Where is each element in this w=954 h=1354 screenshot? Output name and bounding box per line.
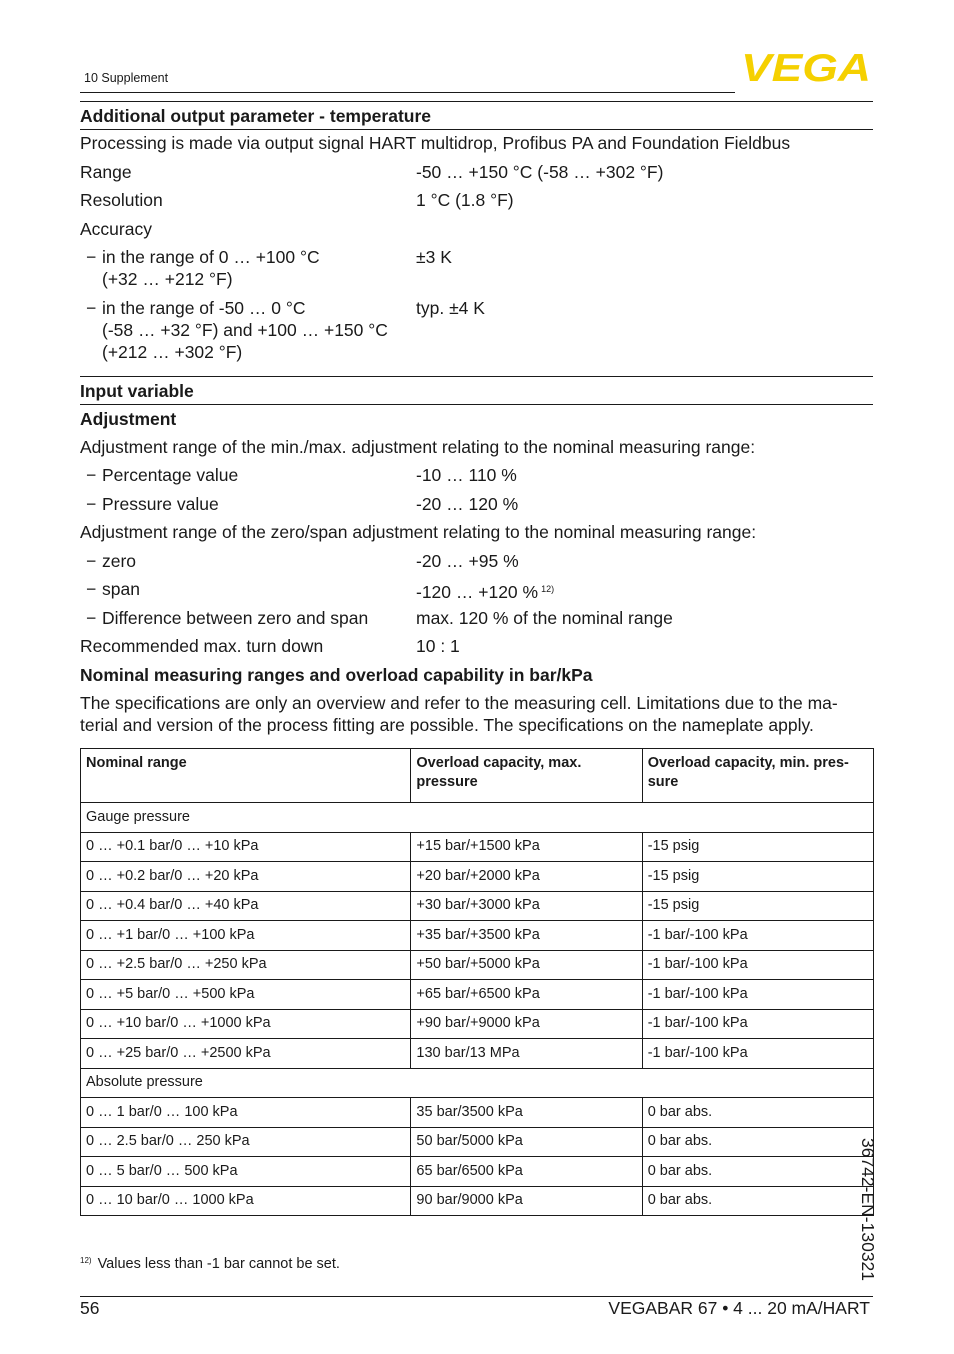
cell-overload-max: 130 bar/13 MPa — [411, 1039, 642, 1069]
vega-logo — [741, 52, 873, 83]
range-value: -50 … +150 °C (-58 … +302 °F) — [416, 162, 664, 182]
cell-overload-min: -1 bar/-100 kPa — [642, 980, 873, 1010]
cell-nominal-range: 0 … 1 bar/0 … 100 kPa — [81, 1098, 411, 1128]
table-row — [81, 1098, 874, 1128]
cell-overload-max: +50 bar/+5000 kPa — [411, 950, 642, 980]
divider — [80, 129, 873, 130]
gauge-pressure-row — [81, 803, 874, 833]
divider — [80, 376, 873, 377]
ranges-note-cont: terial and version of the process fitting are possible. The specifications on the nameplate apply. — [80, 715, 814, 735]
turndown-value: 10 : 1 — [416, 636, 460, 656]
absolute-pressure-row-label: Absolute pressure — [81, 1068, 874, 1098]
table-row — [81, 1039, 874, 1069]
header-overload-min-line2: sure — [647, 774, 679, 790]
range-label: Range — [80, 162, 132, 182]
accuracy-range-1-cont: (+32 … +212 °F) — [102, 269, 233, 289]
ranges-heading: Nominal measuring ranges and overload capability in bar/kPa — [80, 665, 593, 685]
cell-overload-min: 0 bar abs. — [642, 1127, 873, 1157]
difference-value: max. 120 % of the nominal range — [416, 608, 673, 628]
cell-overload-max: +35 bar/+3500 kPa — [411, 921, 642, 951]
cell-nominal-range: 0 … 5 bar/0 … 500 kPa — [81, 1157, 411, 1187]
footnote-number: 12) — [80, 1256, 92, 1265]
temp-heading: Additional output parameter - temperature — [80, 106, 432, 126]
cell-nominal-range: 0 … 10 bar/0 … 1000 kPa — [81, 1186, 411, 1216]
span-value-wrap — [416, 578, 554, 603]
table-row — [81, 891, 874, 921]
turndown-label: Recommended max. turn down — [80, 636, 324, 656]
temp-intro: Processing is made via output signal HART multidrop, Profibus PA and Foundation Fieldbus — [80, 133, 791, 153]
cell-overload-min: -1 bar/-100 kPa — [642, 921, 873, 951]
percentage-label: Percentage value — [102, 465, 239, 485]
header-overload-max — [411, 749, 642, 803]
cell-overload-min: 0 bar abs. — [642, 1098, 873, 1128]
cell-overload-min: -15 psig — [642, 832, 873, 862]
table-header-row — [81, 749, 874, 803]
list-dash: − — [86, 608, 97, 628]
cell-overload-min: -1 bar/-100 kPa — [642, 950, 873, 980]
accuracy-range-2: in the range of -50 … 0 °C — [102, 298, 306, 318]
header-nominal-range: Nominal range — [81, 749, 411, 803]
list-dash: − — [86, 551, 97, 571]
accuracy-value-1: ±3 K — [416, 247, 452, 267]
vega-logo-text: VEGA — [741, 52, 871, 83]
minmax-intro: Adjustment range of the min./max. adjustment relating to the nominal measuring range: — [80, 437, 756, 457]
cell-overload-max: +20 bar/+2000 kPa — [411, 862, 642, 892]
footnote-ref[interactable]: 12) — [541, 584, 555, 594]
list-dash: − — [86, 579, 97, 599]
table-row — [81, 862, 874, 892]
page-number: 56 — [80, 1298, 100, 1318]
span-label: span — [102, 579, 140, 599]
cell-nominal-range: 0 … +0.4 bar/0 … +40 kPa — [81, 891, 411, 921]
resolution-value: 1 °C (1.8 °F) — [416, 190, 514, 210]
table-row — [81, 1157, 874, 1187]
accuracy-value-2: typ. ±4 K — [416, 298, 485, 318]
header-overload-max-line1: Overload capacity, max. — [416, 755, 582, 771]
cell-overload-max: 50 bar/5000 kPa — [411, 1127, 642, 1157]
pressure-label: Pressure value — [102, 494, 219, 514]
pressure-value: -20 … 120 % — [416, 494, 519, 514]
overload-table — [80, 748, 874, 1216]
accuracy-range-1: in the range of 0 … +100 °C — [102, 247, 320, 267]
header-overload-min — [642, 749, 873, 803]
header-rule — [80, 92, 735, 93]
zerospan-intro: Adjustment range of the zero/span adjustment relating to the nominal measuring range: — [80, 522, 757, 542]
adjustment-heading: Adjustment — [80, 409, 177, 429]
cell-nominal-range: 0 … +0.1 bar/0 … +10 kPa — [81, 832, 411, 862]
header-overload-max-line2: pressure — [416, 774, 478, 790]
list-dash: − — [86, 298, 97, 318]
divider — [80, 101, 873, 102]
cell-nominal-range: 0 … +25 bar/0 … +2500 kPa — [81, 1039, 411, 1069]
footer-rule — [80, 1296, 873, 1297]
section-label: 10 Supplement — [84, 71, 169, 85]
footnote-text: Values less than -1 bar cannot be set. — [97, 1256, 340, 1272]
percentage-value: -10 … 110 % — [416, 465, 517, 485]
table-row — [81, 950, 874, 980]
cell-overload-max: +90 bar/+9000 kPa — [411, 1009, 642, 1039]
zero-label: zero — [102, 551, 137, 571]
resolution-label: Resolution — [80, 190, 163, 210]
input-heading: Input variable — [80, 381, 194, 401]
ranges-note: The specifications are only an overview and refer to the measuring cell. Limitations due to the ma- — [80, 693, 838, 713]
table-row — [81, 1009, 874, 1039]
table-row — [81, 832, 874, 862]
zero-value: -20 … +95 % — [416, 551, 519, 571]
cell-overload-max: 65 bar/6500 kPa — [411, 1157, 642, 1187]
difference-label: Difference between zero and span — [102, 608, 369, 628]
cell-overload-max: +15 bar/+1500 kPa — [411, 832, 642, 862]
cell-overload-min: 0 bar abs. — [642, 1186, 873, 1216]
table-row — [81, 921, 874, 951]
cell-overload-min: -1 bar/-100 kPa — [642, 1039, 873, 1069]
cell-nominal-range: 0 … +1 bar/0 … +100 kPa — [81, 921, 411, 951]
table-row — [81, 980, 874, 1010]
span-value: -120 … +120 % — [416, 582, 539, 602]
document-title: VEGABAR 67 • 4 ... 20 mA/HART — [608, 1298, 870, 1318]
cell-overload-max: +65 bar/+6500 kPa — [411, 980, 642, 1010]
cell-nominal-range: 0 … +0.2 bar/0 … +20 kPa — [81, 862, 411, 892]
divider — [80, 404, 873, 405]
accuracy-range-2-cont2: (+212 … +302 °F) — [102, 342, 243, 362]
cell-nominal-range: 0 … +2.5 bar/0 … +250 kPa — [81, 950, 411, 980]
document-id: 36742-EN-130321 — [858, 1138, 878, 1282]
cell-nominal-range: 0 … +5 bar/0 … +500 kPa — [81, 980, 411, 1010]
cell-overload-max: 90 bar/9000 kPa — [411, 1186, 642, 1216]
footnote — [80, 1256, 340, 1272]
cell-nominal-range: 0 … 2.5 bar/0 … 250 kPa — [81, 1127, 411, 1157]
cell-overload-min: -15 psig — [642, 891, 873, 921]
accuracy-range-2-cont: (-58 … +32 °F) and +100 … +150 °C — [102, 320, 388, 340]
table-row — [81, 1186, 874, 1216]
cell-overload-min: -15 psig — [642, 862, 873, 892]
list-dash: − — [86, 494, 97, 514]
gauge-pressure-row-label: Gauge pressure — [81, 803, 874, 833]
list-dash: − — [86, 465, 97, 485]
cell-nominal-range: 0 … +10 bar/0 … +1000 kPa — [81, 1009, 411, 1039]
table-row — [81, 1127, 874, 1157]
accuracy-label: Accuracy — [80, 219, 152, 239]
absolute-pressure-row — [81, 1068, 874, 1098]
header-overload-min-line1: Overload capacity, min. pres- — [647, 755, 849, 771]
cell-overload-min: 0 bar abs. — [642, 1157, 873, 1187]
cell-overload-max: +30 bar/+3000 kPa — [411, 891, 642, 921]
list-dash: − — [86, 247, 97, 267]
cell-overload-min: -1 bar/-100 kPa — [642, 1009, 873, 1039]
cell-overload-max: 35 bar/3500 kPa — [411, 1098, 642, 1128]
